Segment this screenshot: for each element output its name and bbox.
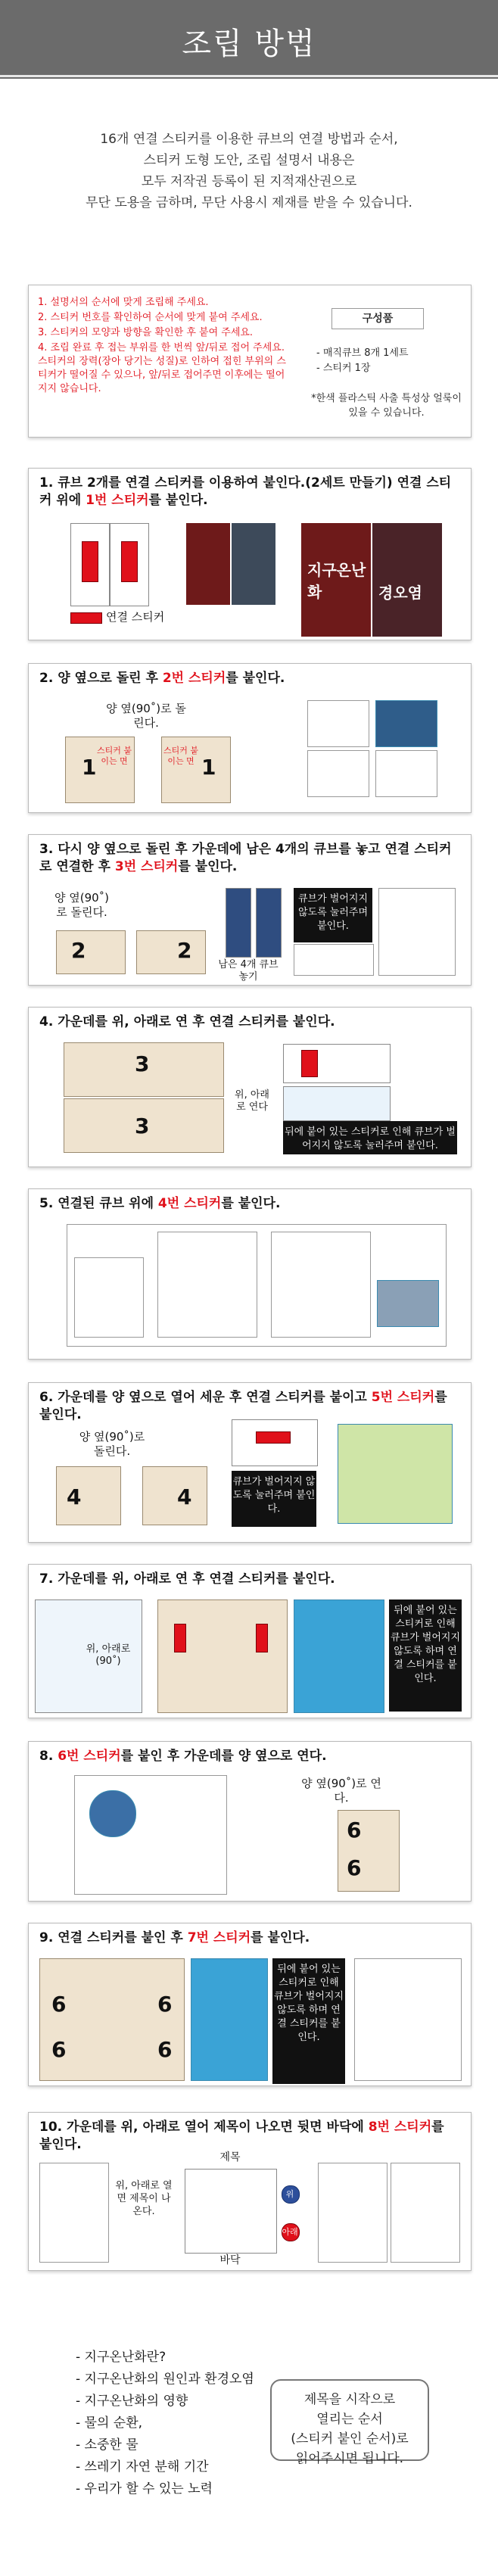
book-cover-large: [372, 523, 442, 637]
earth-image: [375, 700, 437, 747]
step-number: 1: [201, 755, 216, 780]
link-sticker-swatch: [70, 612, 102, 624]
contents-item: - 지구온난화의 원인과 환경오염: [76, 2372, 254, 2387]
step-5-card: [28, 1188, 472, 1360]
cube-panel: [283, 1044, 391, 1083]
step-number: 1: [82, 755, 97, 780]
step-4-card: [28, 1007, 472, 1167]
notice-item: 1. 설명서의 순서에 맞게 조립해 주세요.: [38, 297, 209, 308]
red-sticker: [301, 1050, 318, 1077]
copyright-notice: [0, 129, 498, 213]
contents-item: - 지구온난화의 영향: [76, 2394, 188, 2409]
step-number: 2: [71, 938, 86, 963]
illustration-image: [338, 1424, 453, 1524]
gap-note-box: 뒤에 붙어 있는 스티커로 인해 큐브가 벌어지지 않도록 하며 연결 스티커를 붙인다.: [389, 1599, 462, 1712]
intro-line: 스티커 도형 도안, 조립 설명서 내용은: [143, 153, 355, 168]
components-title: 구성품: [331, 308, 424, 329]
bottom-label: 바닥: [219, 2254, 241, 2266]
cube-note: 남은 4개 큐브 놓기: [218, 959, 279, 983]
step-1-card: [28, 468, 472, 640]
notice-item: 3. 스티커의 모양과 방향을 확인한 후 붙여 주세요.: [38, 327, 254, 338]
contents-item: - 지구온난화란?: [76, 2350, 167, 2365]
book-cover-image: [232, 523, 275, 605]
gap-note-box: 큐브가 벌어지지 않도록 눌러주며 붙인다.: [232, 1471, 316, 1527]
contents-list: [76, 2347, 272, 2500]
sticker-side-label: 스티커 붙이는 면: [96, 746, 132, 766]
reading-order-box: [270, 2379, 429, 2466]
step-number: 3: [135, 1114, 150, 1138]
cube-panel: [56, 930, 126, 974]
reading-order-line: 제목을 시작으로: [303, 2392, 396, 2407]
photo-image: [191, 1958, 268, 2081]
gap-note-box: 뒤에 붙어 있는 스티커로 인해 큐브가 벌어지지 않도록 하며 연결 스티커를 붙인다.: [272, 1958, 345, 2084]
sticker-card: [307, 750, 369, 797]
open-title-label: 위, 아래로 열면 제목이 나온다.: [115, 2180, 173, 2217]
step-2-card: [28, 663, 472, 813]
rotate-label: 양 옆(90˚)로 돌린다.: [79, 1430, 145, 1458]
page-header: [0, 0, 498, 79]
intro-line: 모두 저작권 등록이 된 지적재산권으로: [141, 174, 357, 189]
red-sticker: [121, 541, 138, 582]
top-label: 제목: [219, 2151, 241, 2163]
step-title: 7. 가운데를 위, 아래로 연 후 연결 스티커를 붙인다.: [39, 1571, 335, 1587]
step-title: 6. 가운데를 양 옆으로 열어 세운 후 연결 스티커를 붙이고 5번 스티커를 붙인다.: [39, 1390, 447, 1422]
cube-grid: [157, 1599, 288, 1713]
earth-image: [89, 1790, 136, 1837]
reading-order-line: 읽어주시면 됩니다.: [295, 2451, 404, 2466]
sticker-side-label: 스티커 붙이는 면: [163, 746, 198, 766]
sticker-sheet-photo: [74, 1775, 227, 1895]
red-sticker: [82, 541, 98, 582]
step-title: 10. 가운데를 위, 아래로 열어 제목이 나오면 뒷면 바닥에 8번 스티커를 붙인다.: [39, 2120, 444, 2152]
book-cover-large: [301, 523, 371, 637]
up-marker-label: 위: [285, 2189, 294, 2199]
rotate-label: 양 옆(90˚)로 돌린다.: [106, 702, 186, 730]
step-number: 6: [51, 1992, 67, 2017]
notice-item: 4. 조립 완료 후 접는 부위를 한 번씩 앞/뒤로 접어 주세요. 스티커의 장력(장아 당기는 성질)로 인하여 접힌 부위의 스티커가 떨어질 수 있으나, 앞/뒤로 접어주면 이후에는 떨어지지 않습니다.: [38, 342, 286, 394]
step-title: 5. 연결된 큐브 위에 4번 스티커를 붙인다.: [39, 1196, 281, 1211]
step-3-card: [28, 834, 472, 986]
reading-order-line: 열리는 순서: [316, 2412, 383, 2427]
red-sticker: [256, 1431, 291, 1444]
open-updown-label: 위, 아래로 (90˚): [86, 1643, 131, 1667]
contents-item: - 우리가 할 수 있는 노력: [76, 2481, 213, 2497]
sticker-sheet-photo: [318, 2163, 388, 2263]
header-divider: [0, 75, 498, 77]
photo-hand: [283, 1086, 391, 1121]
cube-column: [226, 888, 251, 958]
step-number: 6: [347, 1855, 362, 1880]
step-title: 9. 연결 스티커를 붙인 후 7번 스티커를 붙인다.: [39, 1930, 310, 1945]
photo-image: [377, 1280, 439, 1327]
gap-note-box: 큐브가 벌어지지 않도록 눌러주며 붙인다.: [294, 888, 372, 942]
open-updown-label: 위, 아래로 연다: [235, 1089, 269, 1113]
step-number: 3: [135, 1051, 150, 1076]
intro-line: 무단 도용을 금하며, 무단 사용시 제재를 받을 수 있습니다.: [86, 195, 412, 210]
cube-column: [256, 888, 282, 958]
step-number: 4: [67, 1484, 82, 1509]
red-sticker: [174, 1624, 186, 1652]
step-8-card: [28, 1741, 472, 1902]
cube-panel: [185, 2169, 277, 2254]
link-sticker-label: 연결 스티커: [106, 610, 165, 624]
component-item: - 스티커 1장: [316, 363, 371, 374]
contents-item: - 소중한 물: [76, 2437, 139, 2453]
notice-card: [28, 285, 472, 438]
rotate-label: 양 옆(90˚)로 돌린다.: [54, 891, 110, 919]
cube-panel: [136, 930, 206, 974]
step-title: 4. 가운데를 위, 아래로 연 후 연결 스티커를 붙인다.: [39, 1014, 335, 1029]
cube-grid: [39, 1958, 185, 2081]
step-title: 1. 큐브 2개를 연결 스티커를 이용하여 붙인다.(2세트 만들기) 연결 스티커 위에 1번 스티커를 붙인다.: [39, 475, 452, 508]
notice-item: 2. 스티커 번호를 확인하여 순서에 맞게 붙여 주세요.: [38, 312, 263, 323]
step-title: 3. 다시 양 옆으로 돌린 후 가운데에 남은 4개의 큐브를 놓고 연결 스티커로 연결한 후 3번 스티커를 붙인다.: [39, 842, 452, 874]
book-title-text: 지구온난화: [307, 561, 366, 601]
component-item: - 매직큐브 8개 1세트: [316, 347, 409, 359]
step-6-card: [28, 1382, 472, 1543]
gap-note-box: 뒤에 붙어 있는 스티커로 인해 큐브가 벌어지지 않도록 눌러주며 붙인다.: [283, 1121, 457, 1154]
sticker-card: [378, 888, 456, 976]
step-number: 6: [51, 2037, 67, 2062]
sticker-card: [157, 1232, 257, 1338]
cube-panel: [56, 1466, 121, 1525]
book-subtitle-text: 경오염: [378, 584, 422, 602]
cube-panel: [142, 1466, 207, 1525]
step-number: 6: [347, 1818, 362, 1842]
components-list: [316, 346, 460, 376]
down-marker-label: 아래: [282, 2227, 298, 2237]
reading-order-line: (스티커 붙인 순서)로: [291, 2431, 409, 2447]
sticker-sheet-photo: [391, 2163, 460, 2263]
step-number: 2: [177, 938, 192, 963]
sticker-card: [74, 1257, 144, 1338]
notice-list: [38, 296, 288, 397]
sticker-card: [375, 750, 437, 797]
components-note: *한색 플라스틱 사출 특성상 얼룩이 있을 수 있습니다.: [311, 393, 462, 419]
sticker-card: [271, 1232, 371, 1338]
page-title: 조립 방법: [182, 26, 316, 61]
photo-image: [294, 1599, 384, 1713]
rotate-label: 양 옆(90˚)로 연다.: [301, 1777, 381, 1805]
step-number: 6: [157, 2037, 173, 2062]
step-10-card: [28, 2112, 472, 2271]
contents-item: - 쓰레기 자연 분해 기간: [76, 2459, 209, 2475]
step-number: 4: [177, 1484, 192, 1509]
step-title: 2. 양 옆으로 돌린 후 2번 스티커를 붙인다.: [39, 671, 285, 686]
intro-line: 16개 연결 스티커를 이용한 큐브의 연결 방법과 순서,: [100, 132, 398, 147]
sticker-card: [294, 944, 374, 976]
sticker-sheet-photo: [39, 2163, 109, 2263]
step-title: 8. 6번 스티커를 붙인 후 가운데를 양 옆으로 연다.: [39, 1749, 327, 1764]
sticker-sheet-photo: [354, 1958, 462, 2081]
sticker-card: [307, 700, 369, 747]
book-cover-image: [186, 523, 230, 605]
step-9-card: [28, 1923, 472, 2086]
step-7-card: [28, 1564, 472, 1718]
step-number: 6: [157, 1992, 173, 2017]
red-sticker: [256, 1624, 268, 1652]
contents-item: - 물의 순환,: [76, 2416, 143, 2431]
